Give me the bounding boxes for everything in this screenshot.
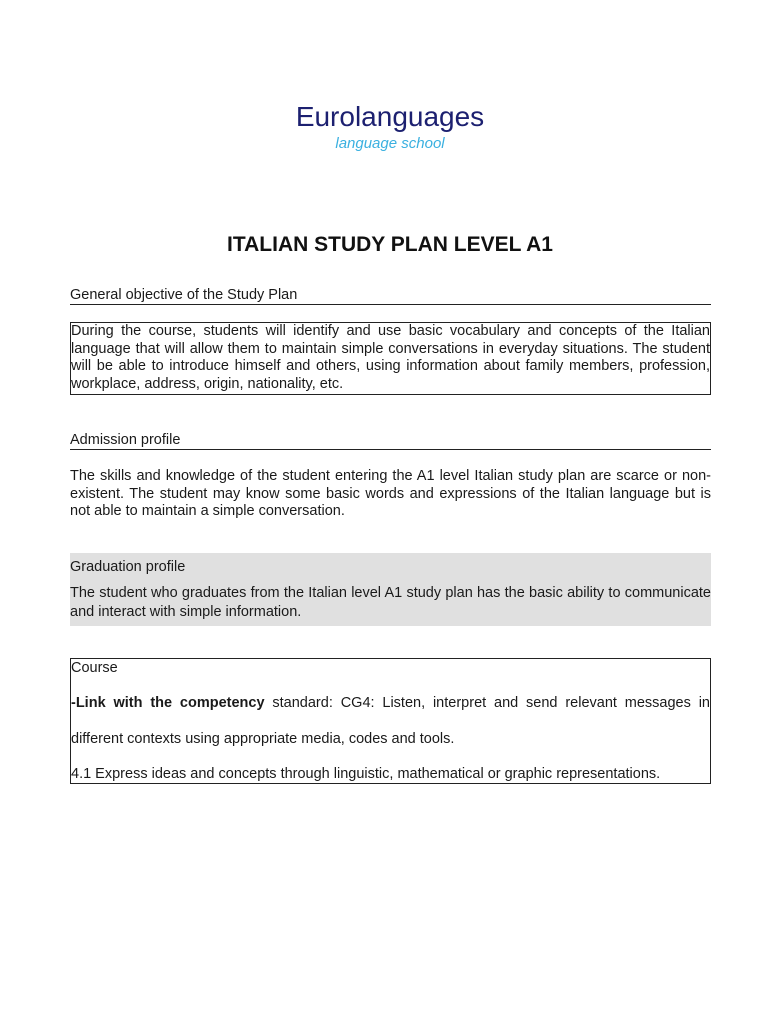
brand-name: Eurolanguages	[295, 101, 485, 132]
general-objective-heading: General objective of the Study Plan	[70, 286, 711, 305]
admission-profile-heading: Admission profile	[70, 431, 711, 450]
graduation-profile-text: The student who graduates from the Italian level A1 study plan has the basic ability to communicate and interact with simple information.	[70, 585, 711, 620]
admission-profile-text: The skills and knowledge of the student entering the A1 level Italian study plan are scarce or non-existent. The student may know some basic words and expressions of the Italian language but is not able to maintain a simple conversation.	[70, 468, 711, 519]
course-competency-line	[71, 694, 710, 712]
graduation-profile-heading: Graduation profile	[70, 559, 186, 575]
course-box	[70, 658, 711, 784]
course-item: 4.1 Express ideas and concepts through linguistic, mathematical or graphic representations.	[71, 766, 661, 782]
competency-standard-continuation: different contexts using appropriate media, codes and tools.	[71, 731, 455, 747]
competency-standard-text: standard: CG4: Listen, interpret and send relevant messages in	[264, 695, 710, 711]
general-objective-box	[70, 322, 711, 395]
general-objective-text: During the course, students will identify and use basic vocabulary and concepts of the Italian language that will allow them to maintain simple conversations in everyday situations. The student will be able to introduce himself and others, using information about family members, profession, workplace, address, origin, nationality, etc.	[71, 323, 710, 392]
competency-link-label: -Link with the competency	[71, 695, 265, 711]
graduation-profile-block	[70, 553, 711, 626]
course-heading: Course	[71, 660, 118, 676]
brand-tagline: language school	[335, 135, 445, 152]
document-title: ITALIAN STUDY PLAN LEVEL A1	[227, 233, 553, 256]
